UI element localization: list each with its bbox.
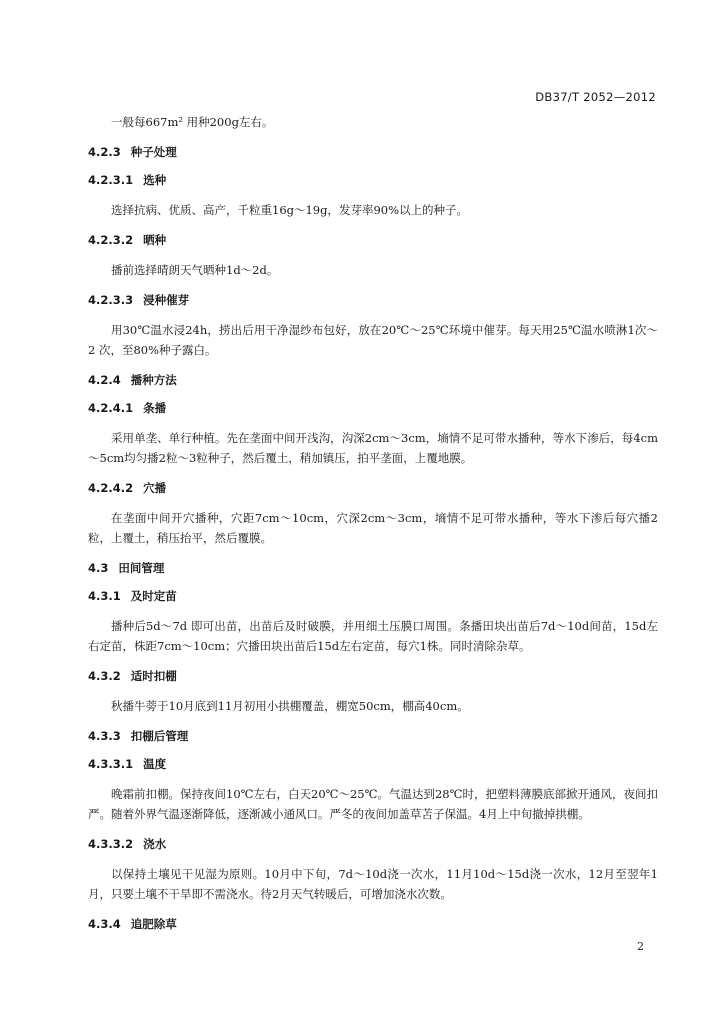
paragraph: 晚霜前扣棚。保持夜间10℃左右，白天20℃～25℃。气温达到28℃时，把塑料薄膜底部掀开通风，夜间扣严。随着外界气温逐渐降低，逐渐减小通风口。严冬的夜间加盖草苫子保温。4月上中旬撤掉拱棚。 (88, 787, 658, 821)
section-number: 4.2.4.2 (88, 481, 134, 495)
paragraph: 秋播牛蒡于10月底到11月初用小拱棚覆盖，棚宽50cm，棚高40cm。 (111, 699, 469, 713)
section-title: 适时扣棚 (130, 669, 177, 683)
section-number: 4.2.3.3 (88, 293, 134, 307)
section-heading (88, 292, 658, 308)
section-number: 4.3.4 (88, 917, 121, 931)
section-heading (88, 144, 658, 160)
section-number: 4.2.4 (88, 373, 121, 387)
paragraph: 用30℃温水浸24h，捞出后用干净湿纱布包好，放在20℃～25℃环境中催芽。每天用25℃温水喷淋1次～2 次，至80%种子露白。 (88, 323, 658, 357)
section-title: 扣棚后管理 (130, 729, 189, 743)
section-heading (88, 372, 658, 388)
section-title: 温度 (143, 757, 167, 771)
section-title: 条播 (143, 401, 167, 415)
section-title: 选种 (143, 173, 167, 187)
document-body (88, 112, 658, 944)
section-number: 4.2.3.1 (88, 173, 134, 187)
section-title: 种子处理 (130, 145, 177, 159)
section-heading (88, 916, 658, 932)
paragraph: 播前选择晴朗天气晒种1d～2d。 (111, 263, 279, 277)
section-heading (88, 480, 658, 496)
section-title: 追肥除草 (130, 917, 177, 931)
section-number: 4.3.3 (88, 729, 121, 743)
section-number: 4.3.2 (88, 669, 121, 683)
section-heading (88, 588, 658, 604)
section-heading (88, 668, 658, 684)
section-heading (88, 836, 658, 852)
paragraph: 播种后5d～7d 即可出苗，出苗后及时破膜，并用细土压膜口周围。条播田块出苗后7d～10d间苗，15d左右定苗，株距7cm～10cm；穴播田块出苗后15d左右定苗，每穴1株。同时清除杂草。 (88, 619, 658, 653)
section-number: 4.3.1 (88, 589, 121, 603)
section-number: 4.3 (88, 561, 109, 575)
paragraph: 在垄面中间开穴播种，穴距7cm～10cm，穴深2cm～3cm，墒情不足可带水播种，等水下渗后每穴播2粒，上覆土，稍压抬平，然后覆膜。 (88, 511, 658, 545)
section-number: 4.3.3.2 (88, 837, 134, 851)
section-heading (88, 400, 658, 416)
section-title: 播种方法 (130, 373, 177, 387)
section-heading (88, 232, 658, 248)
paragraph: 以保持土壤见干见湿为原则。10月中下旬，7d～10d浇一次水，11月10d～15d浇一次水，12月至翌年1月，只要土壤不干旱即不需浇水。待2月天气转暖后，可增加浇水次数。 (88, 867, 658, 901)
section-number: 4.2.3 (88, 145, 121, 159)
section-title: 浇水 (143, 837, 167, 851)
section-number: 4.2.4.1 (88, 401, 134, 415)
section-number: 4.2.3.2 (88, 233, 134, 247)
paragraph: 一般每667m² 用种200g左右。 (111, 115, 274, 129)
section-heading (88, 172, 658, 188)
paragraph: 采用单垄、单行种植。先在垄面中间开浅沟，沟深2cm～3cm，墒情不足可带水播种，等水下渗后，每4cm～5cm均匀播2粒～3粒种子，然后覆土，稍加镇压，拍平垄面，上覆地膜。 (88, 431, 658, 465)
paragraph: 选择抗病、优质、高产，千粒重16g～19g，发芽率90%以上的种子。 (111, 203, 469, 217)
section-number: 4.3.3.1 (88, 757, 134, 771)
standard-code: DB37/T 2052—2012 (535, 90, 656, 104)
section-title: 田间管理 (118, 561, 165, 575)
section-title: 晒种 (143, 233, 167, 247)
section-heading (88, 560, 658, 576)
section-heading (88, 756, 658, 772)
section-title: 浸种催芽 (143, 293, 190, 307)
section-title: 穴播 (143, 481, 167, 495)
page-number: 2 (637, 940, 644, 953)
section-heading (88, 728, 658, 744)
section-title: 及时定苗 (130, 589, 177, 603)
